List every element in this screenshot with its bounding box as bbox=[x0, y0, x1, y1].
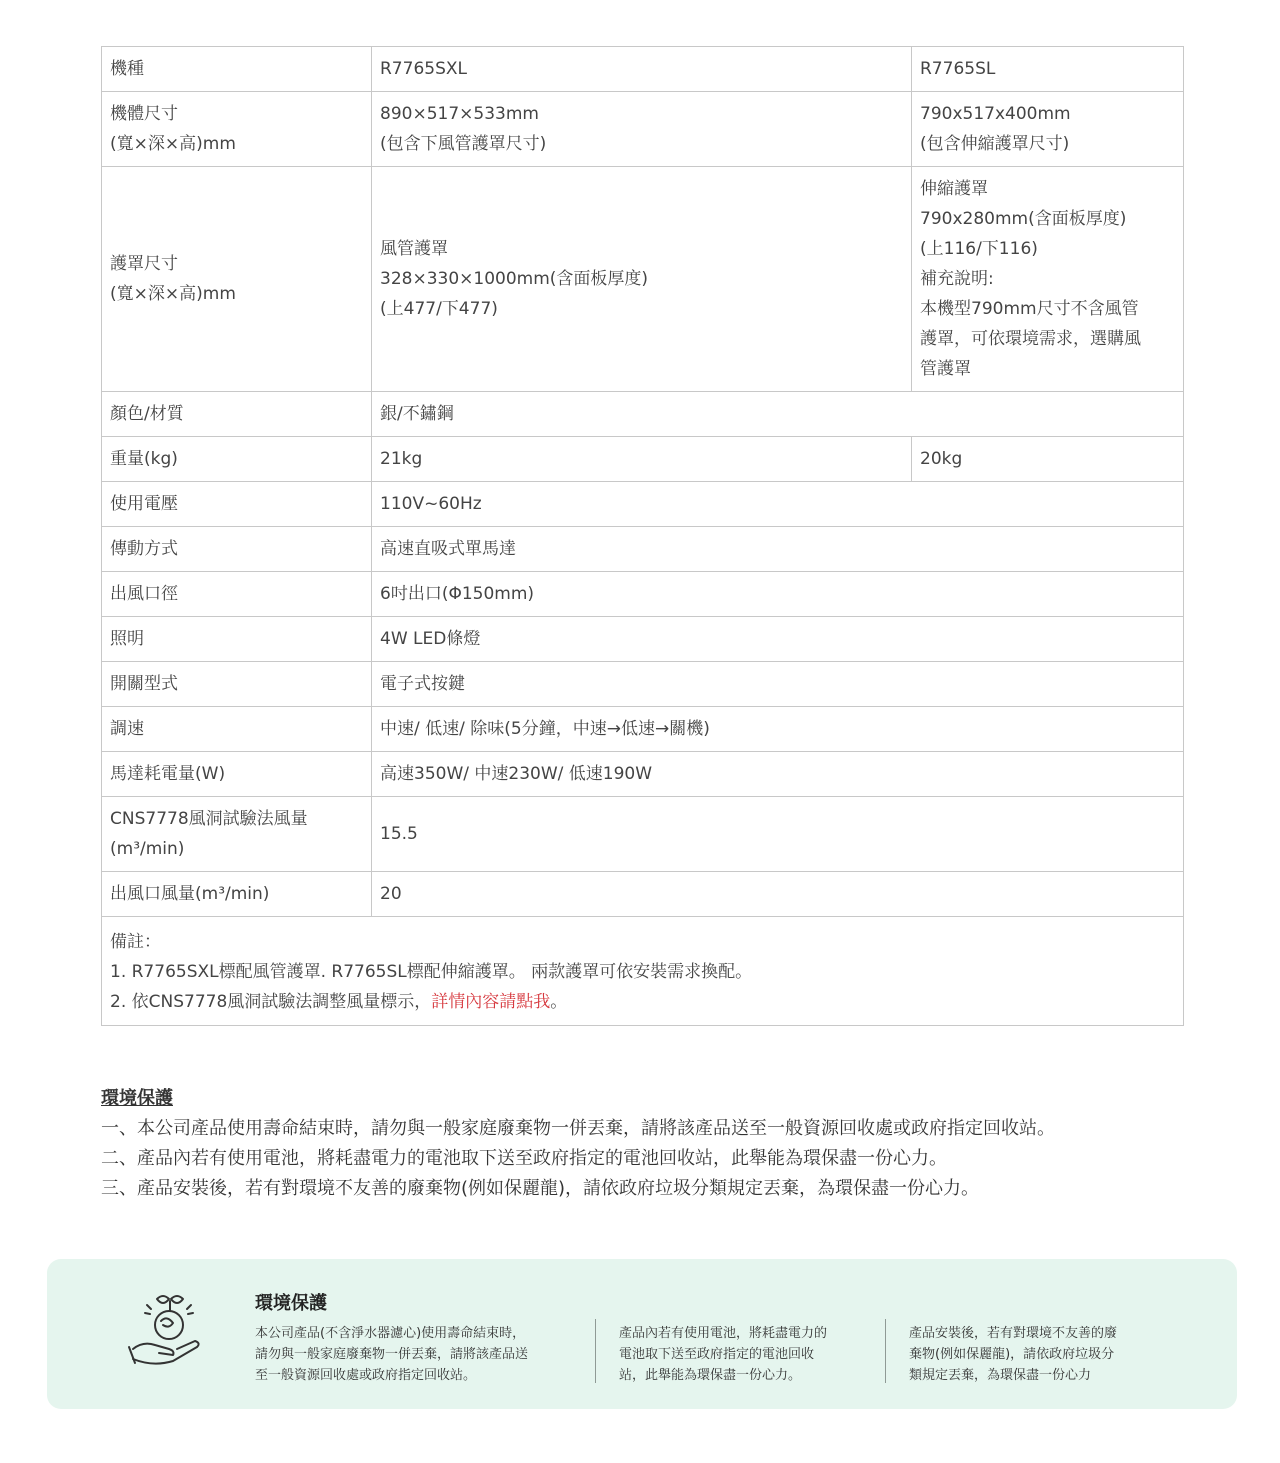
spec-value-sl-cell-line: 護罩，可依環境需求，選購風 bbox=[920, 329, 1141, 349]
spec-row bbox=[102, 797, 1184, 872]
environment-item-3: 三、產品安裝後，若有對環境不友善的廢棄物(例如保麗龍)，請依政府垃圾分類規定丟棄，為環保盡一份心力。 bbox=[101, 1178, 980, 1199]
spec-label-cell bbox=[102, 167, 372, 392]
spec-label-cell-line: 顏色/材質 bbox=[110, 404, 184, 424]
environment-banner bbox=[47, 1259, 1237, 1409]
banner-col3-line: 類規定丟棄，為環保盡一份心力 bbox=[909, 1368, 1092, 1383]
recycle-hand-icon bbox=[127, 1291, 209, 1373]
spec-value-sl-cell-line: (上116/下116) bbox=[920, 239, 1038, 259]
spec-value-sxl-cell bbox=[372, 47, 912, 92]
spec-value-sl-cell bbox=[912, 437, 1184, 482]
spec-value-sxl-cell bbox=[372, 437, 912, 482]
spec-value-sl-cell bbox=[912, 167, 1184, 392]
environment-title: 環境保護 bbox=[101, 1088, 173, 1109]
spec-row bbox=[102, 617, 1184, 662]
spec-value-sl-cell-line: 790x517x400mm bbox=[920, 104, 1071, 124]
spec-value-cell bbox=[372, 872, 1184, 917]
spec-label-cell-line: CNS7778風洞試驗法風量 bbox=[110, 809, 308, 829]
spec-label-cell bbox=[102, 662, 372, 707]
spec-row bbox=[102, 437, 1184, 482]
spec-label-cell-line: 馬達耗電量(W) bbox=[110, 764, 226, 784]
banner-column-2 bbox=[619, 1323, 869, 1386]
notes-cell bbox=[102, 917, 1184, 1026]
spec-value-cell bbox=[372, 617, 1184, 662]
environment-section bbox=[101, 1084, 1201, 1204]
details-link[interactable]: 詳情內容請點我 bbox=[431, 992, 551, 1012]
spec-row bbox=[102, 392, 1184, 437]
notes-line-1: 1. R7765SXL標配風管護罩. R7765SL標配伸縮護罩。 兩款護罩可依安裝需求換配。 bbox=[110, 962, 753, 982]
spec-value-cell-line: 銀/不鏽鋼 bbox=[380, 404, 454, 424]
notes-line-2 bbox=[110, 987, 1175, 1017]
banner-col2-line: 站，此舉能為環保盡一份心力。 bbox=[619, 1368, 802, 1383]
spec-label-cell-line: 傳動方式 bbox=[110, 539, 178, 559]
spec-label-cell bbox=[102, 872, 372, 917]
spec-label-cell-line: 照明 bbox=[110, 629, 144, 649]
spec-value-cell-line: 15.5 bbox=[380, 824, 418, 844]
spec-value-sxl-cell-line: 21kg bbox=[380, 449, 423, 469]
spec-value-sxl-cell-line: (包含下風管護罩尺寸) bbox=[380, 134, 547, 154]
spec-value-sxl-cell-line: (上477/下477) bbox=[380, 299, 498, 319]
banner-col3-line: 棄物(例如保麗龍)，請依政府垃圾分 bbox=[909, 1347, 1115, 1362]
spec-row bbox=[102, 92, 1184, 167]
spec-label-cell bbox=[102, 707, 372, 752]
spec-label-cell bbox=[102, 572, 372, 617]
spec-label-cell bbox=[102, 437, 372, 482]
spec-value-sl-cell-line: 伸縮護罩 bbox=[920, 179, 988, 199]
spec-label-cell-line: 調速 bbox=[110, 719, 144, 739]
spec-label-cell bbox=[102, 752, 372, 797]
banner-divider bbox=[885, 1319, 886, 1383]
spec-label-cell-line: 使用電壓 bbox=[110, 494, 178, 514]
spec-label-cell bbox=[102, 92, 372, 167]
spec-value-sxl-cell bbox=[372, 167, 912, 392]
spec-value-cell-line: 20 bbox=[380, 884, 402, 904]
spec-row bbox=[102, 482, 1184, 527]
banner-column-3 bbox=[909, 1323, 1169, 1386]
banner-col2-line: 電池取下送至政府指定的電池回收 bbox=[619, 1347, 815, 1362]
spec-label-cell-line: 重量(kg) bbox=[110, 449, 178, 469]
spec-value-cell bbox=[372, 482, 1184, 527]
banner-col2-line: 產品內若有使用電池，將耗盡電力的 bbox=[619, 1326, 828, 1341]
spec-label-cell-line: 機種 bbox=[110, 59, 144, 79]
banner-col3-line: 產品安裝後，若有對環境不友善的廢 bbox=[909, 1326, 1118, 1341]
spec-row bbox=[102, 167, 1184, 392]
spec-value-sl-cell-line: 本機型790mm尺寸不含風管 bbox=[920, 299, 1139, 319]
spec-value-cell-line: 高速直吸式單馬達 bbox=[380, 539, 516, 559]
spec-table bbox=[101, 46, 1184, 1026]
banner-col1-line: 至一般資源回收處或政府指定回收站。 bbox=[255, 1368, 477, 1383]
spec-value-cell-line: 高速350W/ 中速230W/ 低速190W bbox=[380, 764, 653, 784]
spec-value-cell bbox=[372, 797, 1184, 872]
spec-row bbox=[102, 527, 1184, 572]
spec-label-cell-line: 出風口風量(m³/min) bbox=[110, 884, 270, 904]
spec-value-sl-cell-line: 790x280mm(含面板厚度) bbox=[920, 209, 1127, 229]
spec-value-sl-cell-line: 20kg bbox=[920, 449, 963, 469]
spec-value-sl-cell bbox=[912, 47, 1184, 92]
spec-table-body bbox=[102, 47, 1184, 917]
banner-col1-line: 本公司產品(不含淨水器濾心)使用壽命結束時， bbox=[255, 1326, 526, 1341]
spec-value-cell bbox=[372, 662, 1184, 707]
spec-value-cell bbox=[372, 572, 1184, 617]
spec-label-cell-line: 開關型式 bbox=[110, 674, 178, 694]
environment-item-1: 一、本公司產品使用壽命結束時，請勿與一般家庭廢棄物一併丟棄，請將該產品送至一般資源回收處或政府指定回收站。 bbox=[101, 1118, 1055, 1139]
spec-row bbox=[102, 572, 1184, 617]
spec-value-cell-line: 4W LED條燈 bbox=[380, 629, 481, 649]
spec-value-sl-cell bbox=[912, 92, 1184, 167]
spec-label-cell-line: (寬×深×高)mm bbox=[110, 134, 236, 154]
banner-divider bbox=[595, 1319, 596, 1383]
notes-title: 備註： bbox=[110, 932, 161, 952]
spec-value-cell bbox=[372, 707, 1184, 752]
spec-value-cell-line: 110V~60Hz bbox=[380, 494, 482, 514]
spec-value-sl-cell-line: 補充說明: bbox=[920, 269, 994, 289]
spec-value-cell bbox=[372, 752, 1184, 797]
spec-row bbox=[102, 872, 1184, 917]
spec-label-cell bbox=[102, 617, 372, 662]
banner-column-1 bbox=[255, 1323, 585, 1386]
spec-row bbox=[102, 752, 1184, 797]
spec-label-cell-line: 機體尺寸 bbox=[110, 104, 178, 124]
spec-value-sxl-cell bbox=[372, 92, 912, 167]
spec-label-cell-line: 護罩尺寸 bbox=[110, 254, 178, 274]
spec-value-sl-cell-line: R7765SL bbox=[920, 59, 996, 79]
spec-label-cell bbox=[102, 392, 372, 437]
spec-label-cell bbox=[102, 527, 372, 572]
spec-value-cell-line: 電子式按鍵 bbox=[380, 674, 465, 694]
spec-row bbox=[102, 662, 1184, 707]
environment-item-2: 二、產品內若有使用電池，將耗盡電力的電池取下送至政府指定的電池回收站，此舉能為環保盡一份心力。 bbox=[101, 1148, 947, 1169]
spec-label-cell-line: 出風口徑 bbox=[110, 584, 178, 604]
spec-row bbox=[102, 47, 1184, 92]
spec-value-sxl-cell-line: 890×517×533mm bbox=[380, 104, 539, 124]
spec-value-cell bbox=[372, 392, 1184, 437]
notes-line-2-prefix: 2. 依CNS7778風洞試驗法調整風量標示， bbox=[110, 992, 432, 1012]
spec-value-sxl-cell-line: 328×330×1000mm(含面板厚度) bbox=[380, 269, 649, 289]
spec-value-sl-cell-line: (包含伸縮護罩尺寸) bbox=[920, 134, 1070, 154]
spec-value-cell-line: 中速/ 低速/ 除味(5分鐘，中速→低速→關機) bbox=[380, 719, 710, 739]
spec-value-sl-cell-line: 管護罩 bbox=[920, 359, 971, 379]
spec-label-cell-line: (寬×深×高)mm bbox=[110, 284, 236, 304]
spec-label-cell bbox=[102, 47, 372, 92]
spec-label-cell-line: (m³/min) bbox=[110, 839, 185, 859]
notes-row bbox=[102, 917, 1184, 1026]
spec-value-cell bbox=[372, 527, 1184, 572]
spec-label-cell bbox=[102, 797, 372, 872]
spec-label-cell bbox=[102, 482, 372, 527]
spec-value-sxl-cell-line: R7765SXL bbox=[380, 59, 467, 79]
spec-value-cell-line: 6吋出口(Φ150mm) bbox=[380, 584, 535, 604]
banner-title: 環境保護 bbox=[255, 1293, 327, 1314]
spec-value-sxl-cell-line: 風管護罩 bbox=[380, 239, 448, 259]
spec-row bbox=[102, 707, 1184, 752]
banner-col1-line: 請勿與一般家庭廢棄物一併丟棄，請將該產品送 bbox=[255, 1347, 529, 1362]
notes-line-2-suffix: 。 bbox=[550, 992, 568, 1012]
